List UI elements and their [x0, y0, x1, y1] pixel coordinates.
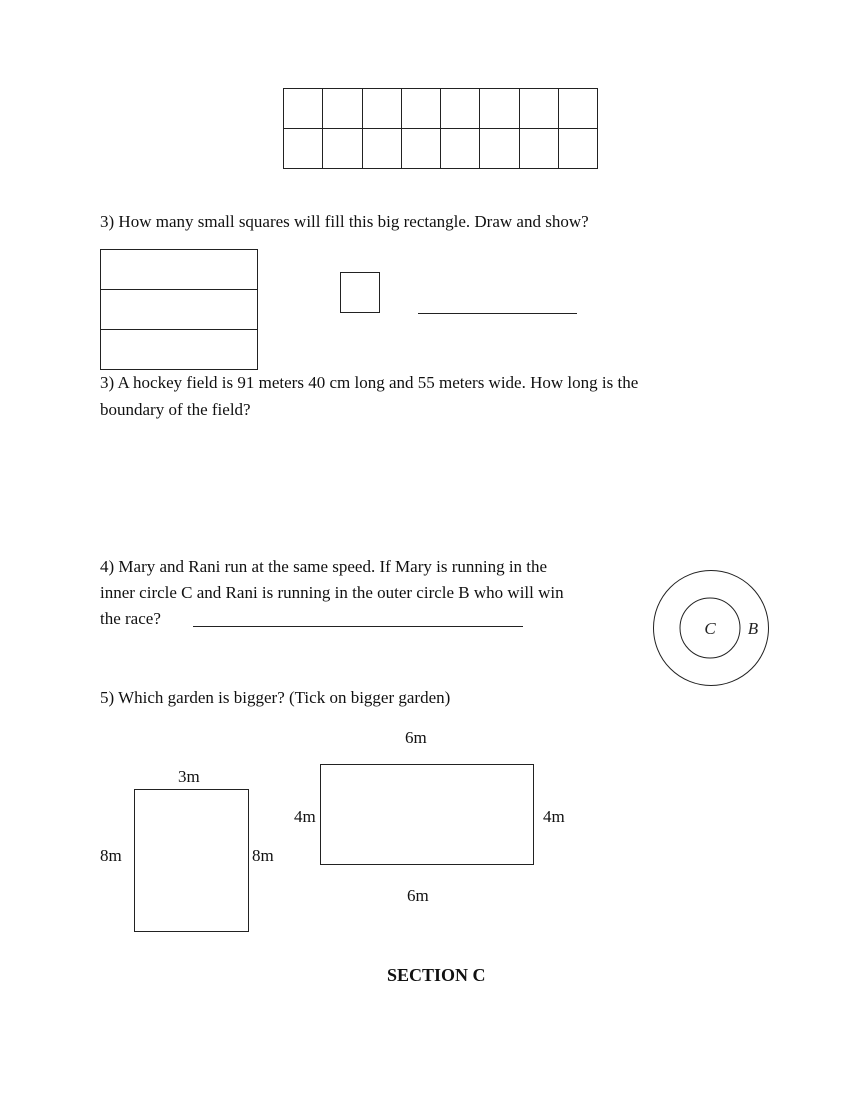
question-5-text: 5) Which garden is bigger? (Tick on bigger garden)	[100, 688, 451, 707]
grid-cell	[363, 89, 402, 129]
grid-cell	[323, 129, 362, 169]
grid-cell	[559, 129, 598, 169]
garden2-left-label: 4m	[294, 807, 316, 826]
grid-cell	[323, 89, 362, 129]
garden2-right-label: 4m	[543, 807, 565, 826]
grid-cell	[520, 89, 559, 129]
question-3a-text: 3) How many small squares will fill this big rectangle. Draw and show?	[100, 212, 589, 231]
race-circles-diagram	[650, 566, 774, 690]
question-3b-line2: boundary of the field?	[100, 400, 251, 419]
question-3b-line1: 3) A hockey field is 91 meters 40 cm long and 55 meters wide. How long is the	[100, 373, 639, 392]
grid-cell	[402, 89, 441, 129]
grid-cell	[402, 129, 441, 169]
garden1-top-label: 3m	[178, 767, 200, 786]
garden1-right-label: 8m	[252, 846, 274, 865]
question-4-line2: inner circle C and Rani is running in the outer circle B who will win	[100, 583, 564, 602]
question-4-line1: 4) Mary and Rani run at the same speed. If Mary is running in the	[100, 557, 548, 576]
rectangle-strip	[101, 250, 257, 290]
grid-cell	[284, 129, 323, 169]
rectangle-strip	[101, 290, 257, 330]
grid-cell	[480, 89, 519, 129]
big-rectangle	[100, 249, 258, 370]
outer-circle-label: B	[747, 619, 759, 638]
garden2-top-label: 6m	[405, 728, 427, 747]
inner-circle-label: C	[704, 619, 716, 638]
grid-cell	[441, 89, 480, 129]
grid-cell	[441, 129, 480, 169]
question-4-line3: the race?	[100, 609, 161, 628]
section-c-heading: SECTION C	[387, 965, 486, 985]
small-square	[340, 272, 380, 313]
rectangle-strip	[101, 330, 257, 370]
grid-cell	[520, 129, 559, 169]
garden-2[interactable]	[320, 764, 534, 865]
garden1-left-label: 8m	[100, 846, 122, 865]
grid-cell	[363, 129, 402, 169]
grid-cell	[559, 89, 598, 129]
grid-cell	[480, 129, 519, 169]
answer-blank-4[interactable]	[193, 626, 523, 627]
square-grid	[283, 88, 598, 169]
garden2-bottom-label: 6m	[407, 886, 429, 905]
answer-blank-3a[interactable]	[418, 313, 577, 314]
garden-1[interactable]	[134, 789, 249, 932]
grid-cell	[284, 89, 323, 129]
